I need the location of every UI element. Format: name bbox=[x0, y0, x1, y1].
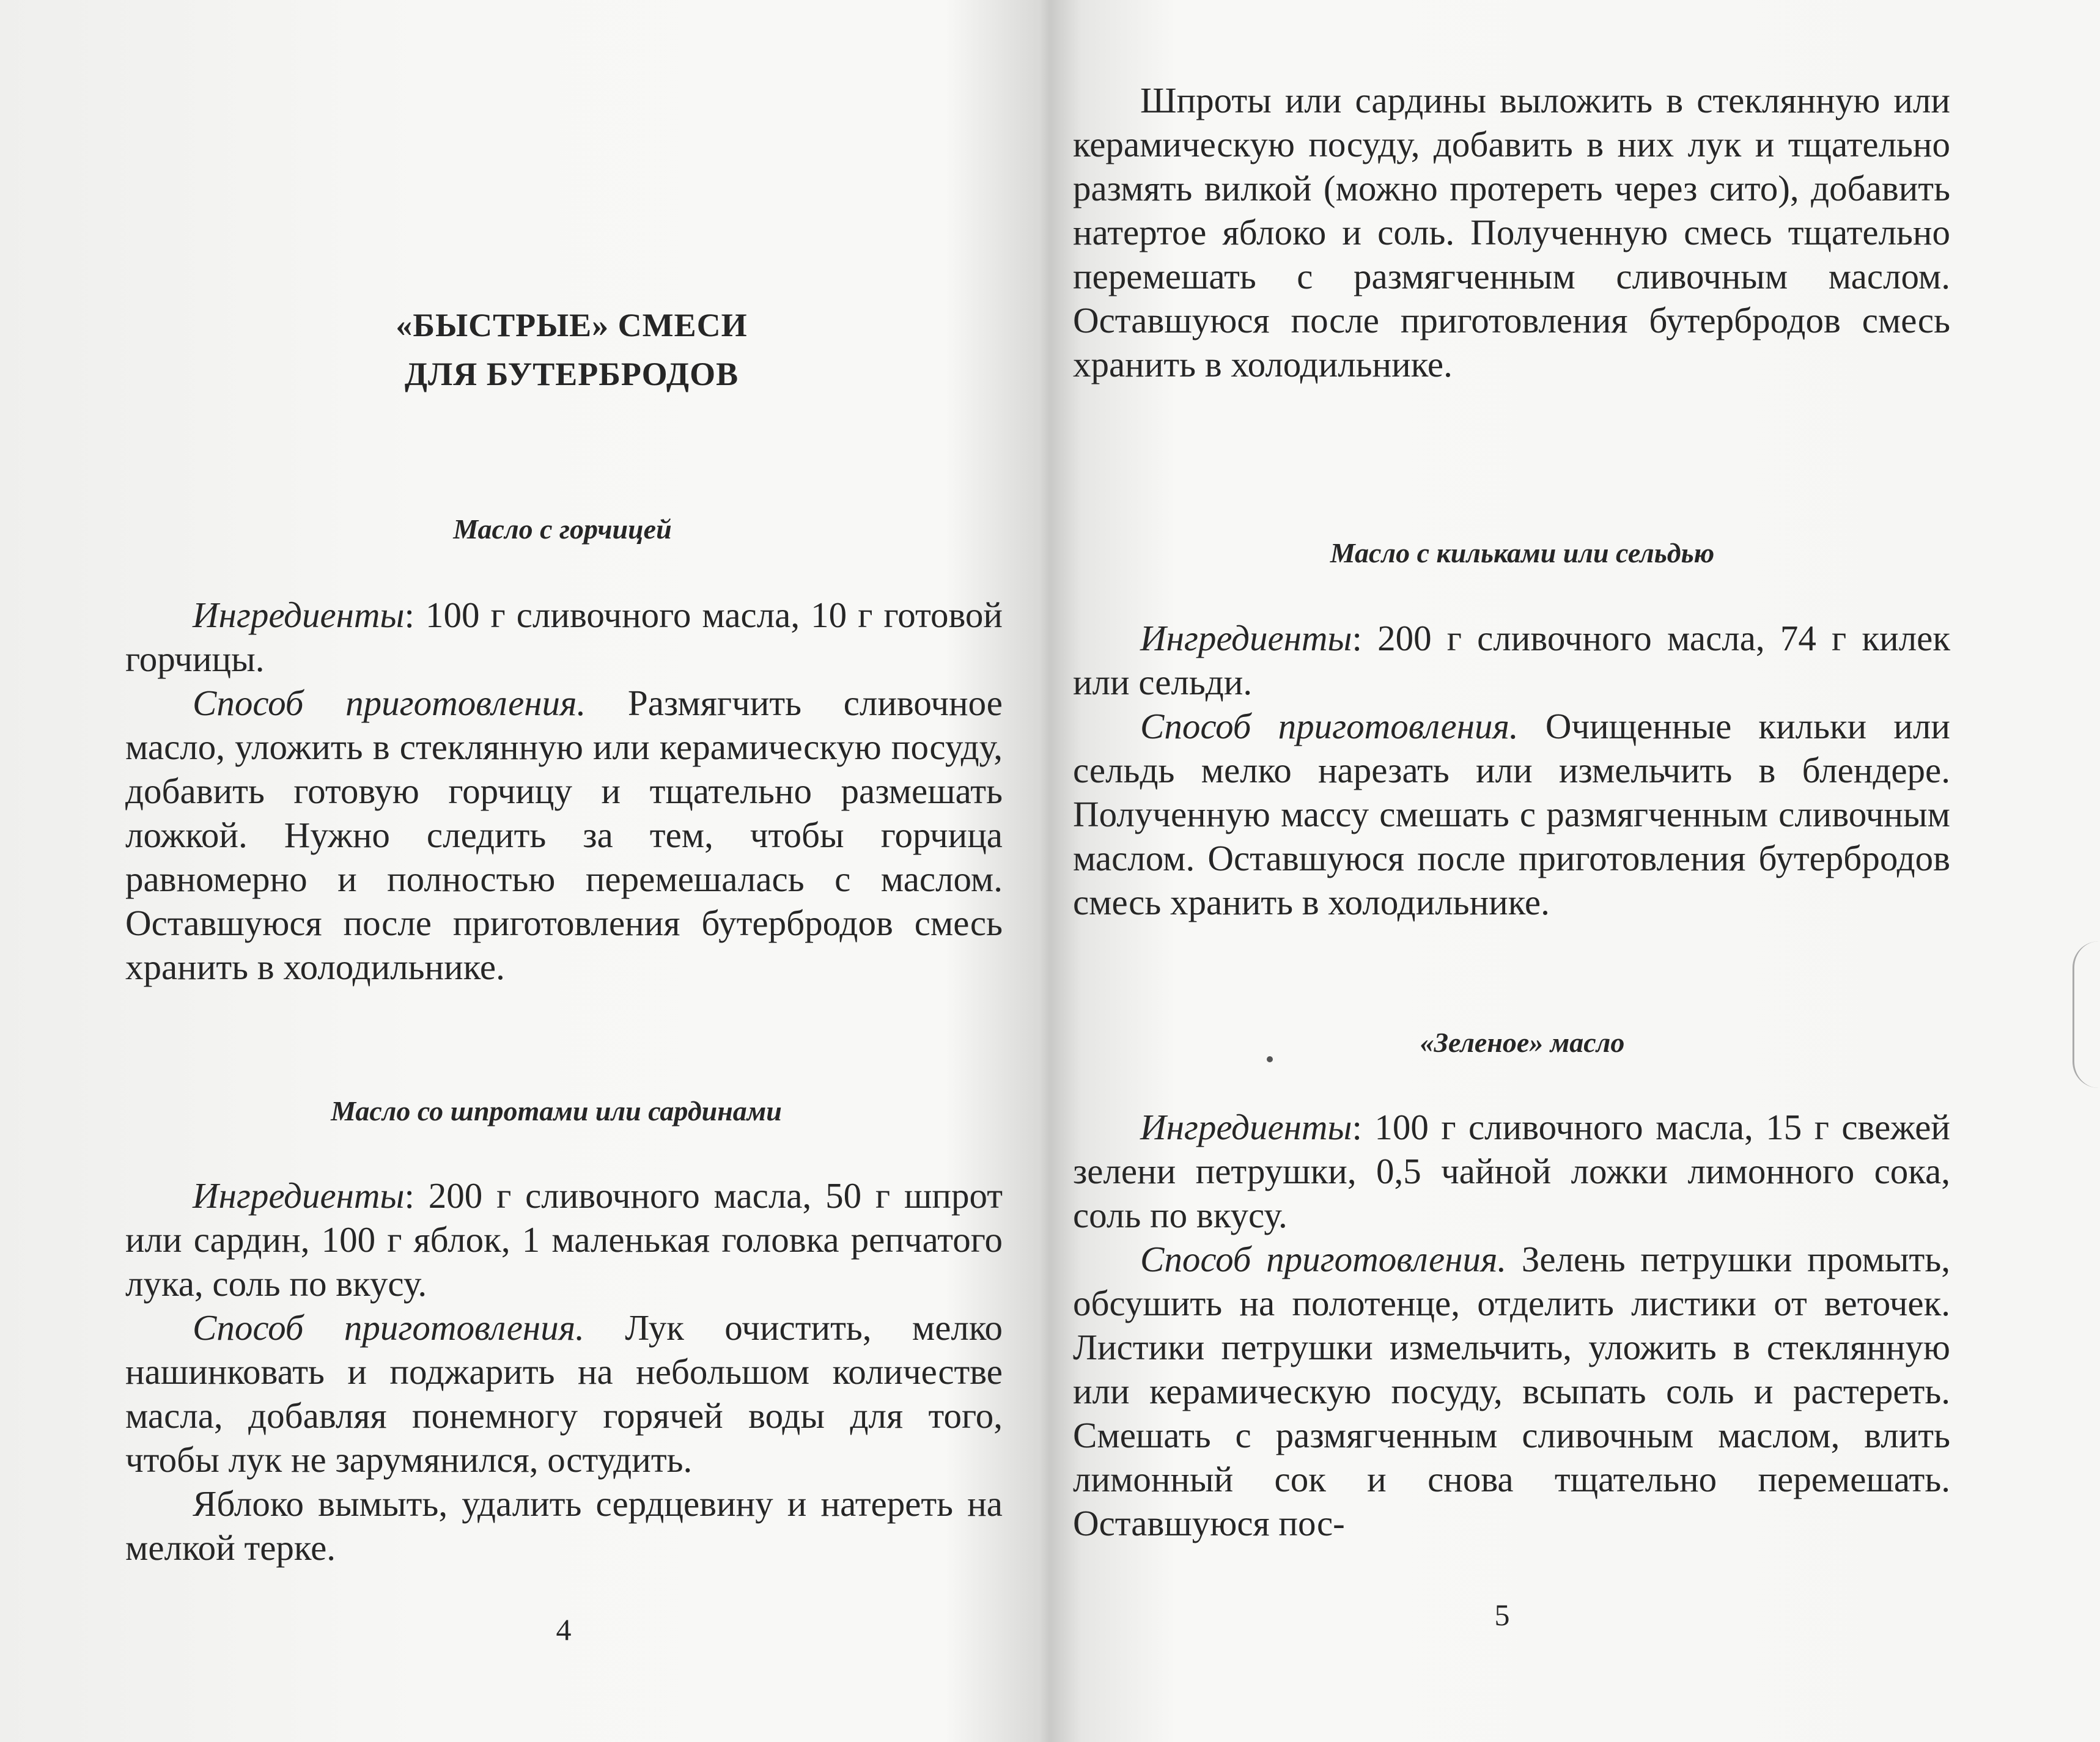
section-heading-line2: ДЛЯ БУТЕРБРОДОВ bbox=[404, 356, 739, 392]
scan-edge-curve bbox=[2072, 941, 2099, 1088]
method-paragraph bbox=[125, 1306, 1003, 1482]
recipe-body-sprat-herring bbox=[1073, 616, 1950, 924]
ingredients-label: Ингредиенты bbox=[193, 1175, 405, 1216]
ingredients-label: Ингредиенты bbox=[193, 595, 405, 635]
recipe-body-mustard bbox=[125, 593, 1003, 989]
section-heading bbox=[287, 301, 856, 399]
recipe-title-green-butter: «Зеленое» масло bbox=[1420, 1027, 1625, 1058]
left-page bbox=[0, 0, 1039, 1742]
method-paragraph bbox=[1073, 704, 1950, 924]
method-label: Способ приготовления. bbox=[1140, 1239, 1507, 1279]
ingredients-text: : 100 г сливочного масла, 10 г готовой горчицы. bbox=[125, 595, 1003, 679]
method-label: Способ приготовления. bbox=[1140, 706, 1519, 746]
method-paragraph bbox=[125, 681, 1003, 989]
recipe-continuation bbox=[1073, 78, 1950, 386]
recipe-body-sprats bbox=[125, 1174, 1003, 1570]
section-heading-line1: «БЫСТРЫЕ» СМЕСИ bbox=[396, 307, 748, 344]
recipe-body-green-butter bbox=[1073, 1105, 1950, 1545]
ingredients-label: Ингредиенты bbox=[1140, 1107, 1352, 1147]
page-number-left: 4 bbox=[556, 1612, 572, 1647]
method-label: Способ приготовления. bbox=[193, 683, 586, 723]
recipe-title-sprat-herring: Масло с кильками или сельдью bbox=[1330, 537, 1715, 568]
recipe-title-sprats: Масло со шпротами или сардинами bbox=[331, 1095, 782, 1126]
ingredients-label: Ингредиенты bbox=[1140, 618, 1352, 658]
method-text: Лук очистить, мелко нашинковать и поджарить на небольшом количестве масла, добавляя понемногу горячей воды для того, чтобы лук не зарумянился, остудить. bbox=[125, 1307, 1003, 1480]
right-page bbox=[1039, 0, 2100, 1742]
method-text: Очищенные кильки или сельдь мелко нарезать или измельчить в блендере. Полученную массу смешать с размягченным сливочным маслом. Оставшуюся после приготовления бутербродов смесь хранить в холодильнике. bbox=[1073, 706, 1950, 922]
method-paragraph bbox=[1073, 1237, 1950, 1545]
method-paragraph-2: Яблоко вымыть, удалить сердцевину и натереть на мелкой терке. bbox=[125, 1483, 1003, 1568]
ingredients-paragraph bbox=[1073, 1105, 1950, 1237]
method-label: Способ приготовления. bbox=[193, 1307, 584, 1348]
continuation-paragraph: Шпроты или сардины выложить в стеклянную или керамическую посуду, добавить в них лук и тщательно размять вилкой (можно протереть через сито), добавить натертое яблоко и соль. Полученную смесь тщательно перемешать с размягченным сливочным маслом. Оставшуюся после приготовления бутербродов смесь хранить в холодильнике. bbox=[1073, 80, 1950, 384]
recipe-title-mustard: Масло с горчицей bbox=[453, 513, 672, 545]
ingredients-text: : 200 г сливочного масла, 50 г шпрот или сардин, 100 г яблок, 1 маленькая головка репчатого лука, соль по вкусу. bbox=[125, 1175, 1003, 1304]
ingredients-text: : 200 г сливочного масла, 74 г килек или сельди. bbox=[1073, 618, 1950, 702]
scan-dot bbox=[1267, 1056, 1273, 1062]
ingredients-paragraph bbox=[125, 1174, 1003, 1306]
ingredients-paragraph bbox=[1073, 616, 1950, 704]
ingredients-text: : 100 г сливочного масла, 15 г свежей зелени петрушки, 0,5 чайной ложки лимонного сока, соль по вкусу. bbox=[1073, 1107, 1950, 1235]
method-text: Размягчить сливочное масло, уложить в стеклянную или керамическую посуду, добавить готовую горчицу и тщательно размешать ложкой. Нужно следить за тем, чтобы горчица равномерно и полностью перемешалась с маслом. Оставшуюся после приготовления бутербродов смесь хранить в холодильнике. bbox=[125, 683, 1003, 987]
method-text: Зелень петрушки промыть, обсушить на полотенце, отделить листики от веточек. Листики петрушки измельчить, уложить в стеклянную или керамическую посуду, всыпать соль и растереть. Смешать с размягченным сливочным маслом, влить лимонный сок и снова тщательно перемешать. Оставшуюся пос- bbox=[1073, 1239, 1951, 1543]
page-number-right: 5 bbox=[1494, 1598, 1510, 1632]
ingredients-paragraph bbox=[125, 593, 1003, 681]
